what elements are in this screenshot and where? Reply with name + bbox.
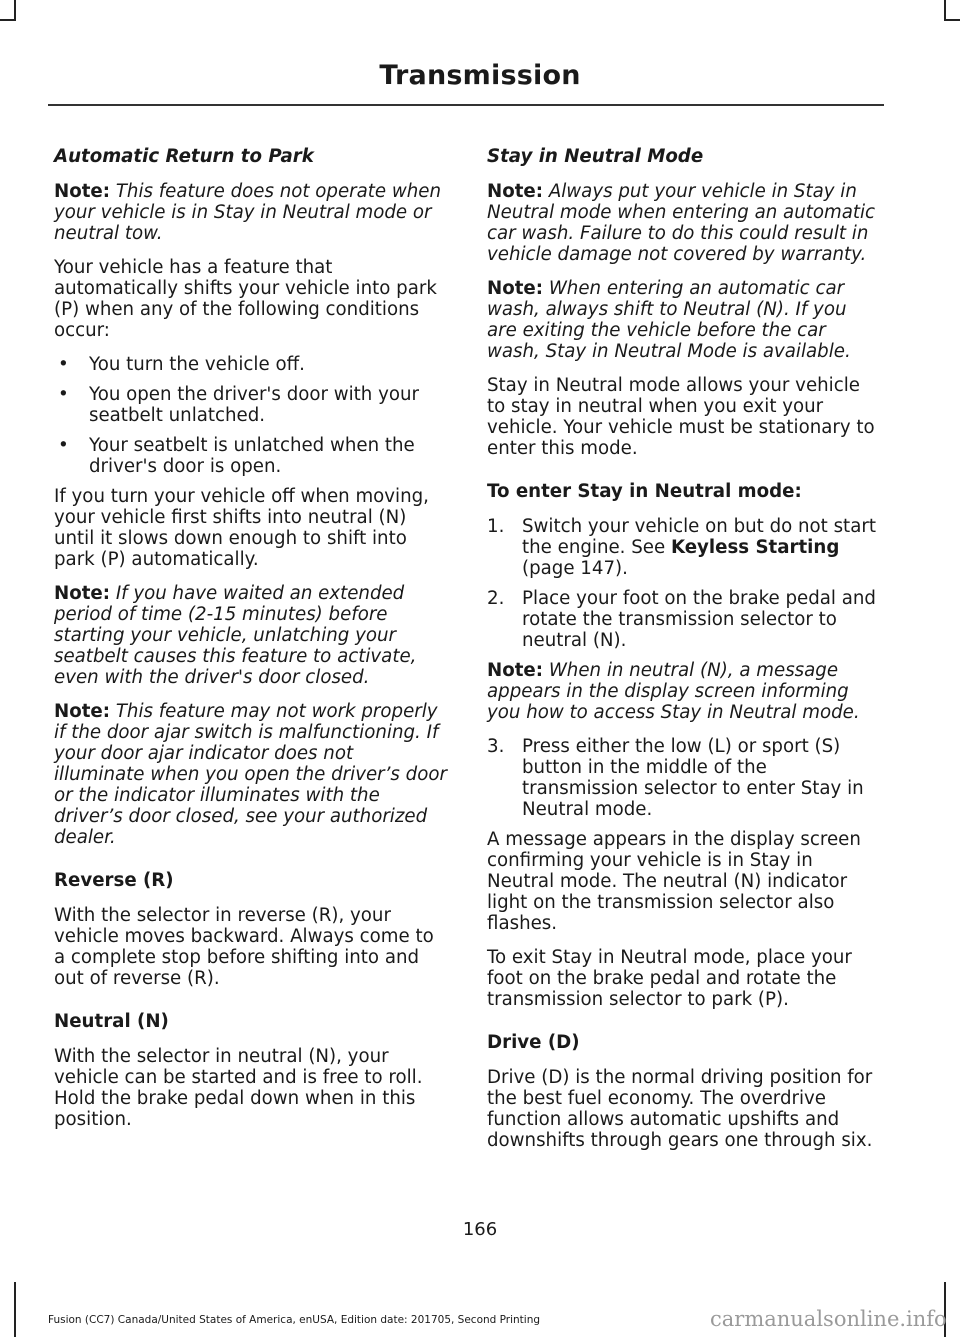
- note-text: Always put your vehicle in Stay in Neutral mode when entering an automatic car wash. Failure to do this could result in vehicle damage not covered by warranty.: [487, 181, 876, 265]
- step-number: 3.: [487, 736, 505, 757]
- automatic-return-to-park-heading: Automatic Return to Park: [54, 146, 314, 167]
- sin-note-2: [487, 278, 882, 362]
- list-item-text: Your seatbelt is unlatched when the driver's door is open.: [89, 435, 415, 477]
- note-text: This feature does not operate when your vehicle is in Stay in Neutral mode or neutral tow.: [54, 181, 441, 244]
- footer-edition: Fusion (CC7) Canada/United States of America, enUSA, Edition date: 201705, Second Printing: [48, 1314, 541, 1326]
- reverse-paragraph: With the selector in reverse (R), your vehicle moves backward. Always come to a complete stop before shifting into and out of reverse (R).: [54, 905, 434, 989]
- sin-paragraph-1: Stay in Neutral mode allows your vehicle to stay in neutral when you exit your vehicle. Your vehicle must be stationary to enter this mode.: [487, 375, 875, 459]
- note-text: When entering an automatic car wash, always shift to Neutral (N). If you are exiting the vehicle before the car wash, Stay in Neutral Mode is available.: [487, 278, 851, 362]
- neutral-paragraph: With the selector in neutral (N), your vehicle can be started and is free to roll. Hold the brake pedal down when in this position.: [54, 1046, 423, 1130]
- list-item: [54, 435, 449, 477]
- step-text: (page 147).: [522, 558, 628, 579]
- sin-note-1: [487, 181, 882, 265]
- step-text: Switch your vehicle on but do not start the engine. See: [522, 516, 876, 558]
- arp-note-2: [54, 583, 449, 688]
- crop-mark-top-right-v: [944, 0, 946, 20]
- sin-paragraph-3: To exit Stay in Neutral mode, place your foot on the brake pedal and rotate the transmission selector to park (P).: [487, 947, 852, 1010]
- crop-mark-top-left-h: [0, 19, 16, 21]
- left-column: [54, 146, 449, 1143]
- note-label: Note:: [54, 181, 111, 202]
- drive-paragraph: Drive (D) is the normal driving position for the best fuel economy. The overdrive function allows automatic upshifts and downshifts through gears one through six.: [487, 1067, 873, 1151]
- list-item: [54, 354, 449, 375]
- sin-paragraph-2: A message appears in the display screen confirming your vehicle is in Stay in Neutral mode. The neutral (N) indicator light on the transmission selector also flashes.: [487, 829, 861, 934]
- keyless-starting-link[interactable]: Keyless Starting: [670, 537, 840, 558]
- header-rule: [48, 104, 884, 106]
- drive-heading: Drive (D): [487, 1032, 580, 1053]
- note-text: When in neutral (N), a message appears in the display screen informing you how to access Stay in Neutral mode.: [487, 660, 860, 723]
- sin-note-3: [487, 660, 882, 723]
- arp-paragraph-1: Your vehicle has a feature that automatically shifts your vehicle into park (P) when any of the following conditions occur:: [54, 257, 437, 341]
- right-column: [487, 146, 882, 1164]
- note-label: Note:: [54, 701, 111, 722]
- page-number: 166: [462, 1219, 498, 1240]
- page-title: Transmission: [379, 60, 581, 91]
- list-item-text: You open the driver's door with your seatbelt unlatched.: [89, 384, 420, 426]
- crop-mark-bottom-left: [14, 1282, 16, 1337]
- list-item: [54, 384, 449, 426]
- note-label: Note:: [487, 660, 544, 681]
- crop-mark-top-left-v: [14, 0, 16, 20]
- bullet-mark: •: [58, 354, 69, 375]
- note-label: Note:: [487, 278, 544, 299]
- bullet-mark: •: [58, 435, 69, 456]
- step-item: [487, 736, 882, 820]
- steps-list-2: [487, 736, 882, 820]
- step-item: [487, 516, 882, 579]
- step-text: Place your foot on the brake pedal and rotate the transmission selector to neutral (N).: [522, 588, 876, 651]
- watermark: carmanualsonline.info: [710, 1307, 947, 1331]
- step-number: 1.: [487, 516, 505, 537]
- step-item: [487, 588, 882, 651]
- condition-list: [54, 354, 449, 477]
- list-item-text: You turn the vehicle off.: [89, 354, 305, 375]
- note-text: If you have waited an extended period of time (2-15 minutes) before starting your vehicle, unlatching your seatbelt causes this feature to activate, even with the driver's door closed.: [54, 583, 417, 688]
- neutral-heading: Neutral (N): [54, 1011, 169, 1032]
- arp-note-1: [54, 181, 449, 244]
- arp-paragraph-2: If you turn your vehicle off when moving, your vehicle first shifts into neutral (N) until it slows down enough to shift into park (P) automatically.: [54, 486, 429, 570]
- steps-list-1: [487, 516, 882, 651]
- step-number: 2.: [487, 588, 505, 609]
- crop-mark-top-right-h: [944, 19, 960, 21]
- note-label: Note:: [54, 583, 111, 604]
- step-text: Press either the low (L) or sport (S) button in the middle of the transmission selector to enter Stay in Neutral mode.: [522, 736, 864, 820]
- reverse-heading: Reverse (R): [54, 870, 174, 891]
- stay-in-neutral-heading: Stay in Neutral Mode: [487, 146, 704, 167]
- arp-note-3: [54, 701, 449, 848]
- note-text: This feature may not work properly if the door ajar switch is malfunctioning. If your door ajar indicator does not illuminate when you open the driver’s door or the indicator illuminates with the driver’s door closed, see your authorized dealer.: [54, 701, 447, 848]
- enter-stay-in-neutral-heading: To enter Stay in Neutral mode:: [487, 481, 802, 502]
- note-label: Note:: [487, 181, 544, 202]
- bullet-mark: •: [58, 384, 69, 405]
